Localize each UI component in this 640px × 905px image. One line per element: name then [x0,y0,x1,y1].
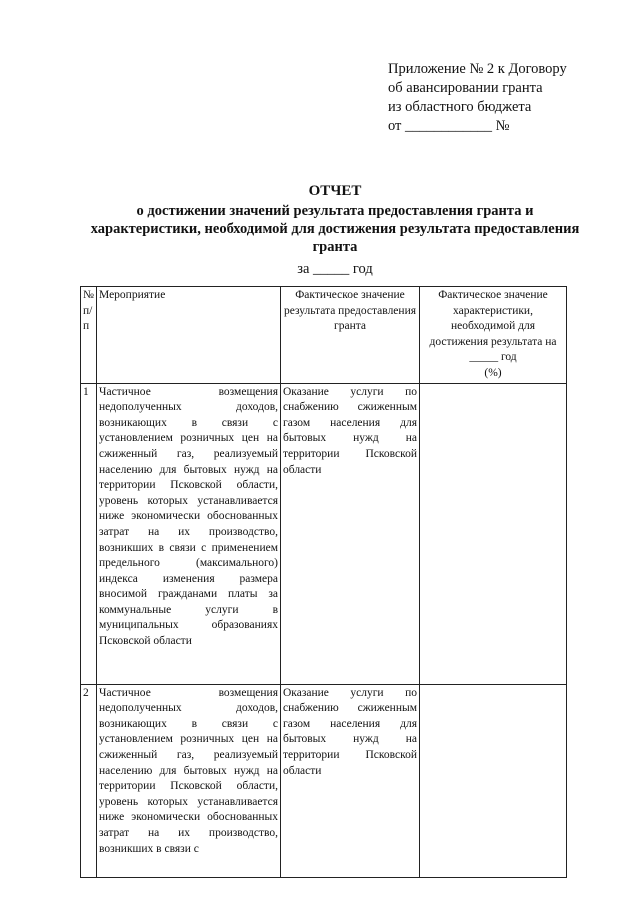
report-table [80,286,567,878]
row-fact-result: Оказание услуги по снабжению сжиженным газом населения для бытовых нужд на территории Псковской области [281,383,420,684]
row-num: 2 [81,684,97,877]
header-fact-result: Фактическое значение результата предоставления гранта [281,287,420,384]
row-num: 1 [81,383,97,684]
row-event: Частичное возмещения недополученных доходов, возникающих в связи с установлением розничных цен на сжиженный газ, реализуемый населению для бытовых нужд на территории Псковской области, уровень которых устанавливается ниже экономически обоснованных затрат на их производство, возникших в связи с [97,684,281,877]
report-subtitle: о достижении значений результата предоставления гранта и характеристики, необходимой для достижения результата предоставления гранта [90,203,580,255]
table-row [81,684,567,877]
appendix-note [388,60,608,136]
header-event: Мероприятие [97,287,281,384]
report-title-block [80,182,590,278]
table-header-row [81,287,567,384]
header-num: № п/п [81,287,97,384]
row-fact-result: Оказание услуги по снабжению сжиженным газом населения для бытовых нужд на территории Псковской области [281,684,420,877]
appendix-line-3: из областного бюджета [388,99,532,115]
row-event: Частичное возмещения недополученных доходов, возникающих в связи с установлением розничных цен на сжиженный газ, реализуемый населению для бытовых нужд на территории Псковской области, уровень которых устанавливается ниже экономически обоснованных затрат на их производство, возникших в связи с применением предельного (максимального) индекса изменения размера вносимой гражданами платы за коммунальные услуги в муниципальных образованиях Псковской области [97,383,281,684]
appendix-line-2: об авансировании гранта [388,80,543,96]
header-fact-characteristic [420,287,567,384]
appendix-line-4: от ____________ № [388,118,510,134]
report-period: за _____ год [297,261,373,277]
table-row [81,383,567,684]
report-heading: ОТЧЕТ [308,183,362,199]
row-fact-characteristic [420,383,567,684]
header-char-year: _____ год [469,351,517,364]
row-fact-characteristic [420,684,567,877]
appendix-line-1: Приложение № 2 к Договору [388,61,567,77]
header-char-unit: (%) [484,366,502,379]
header-char-text: Фактическое значение характеристики, необходимой для достижения результата на [429,289,557,348]
